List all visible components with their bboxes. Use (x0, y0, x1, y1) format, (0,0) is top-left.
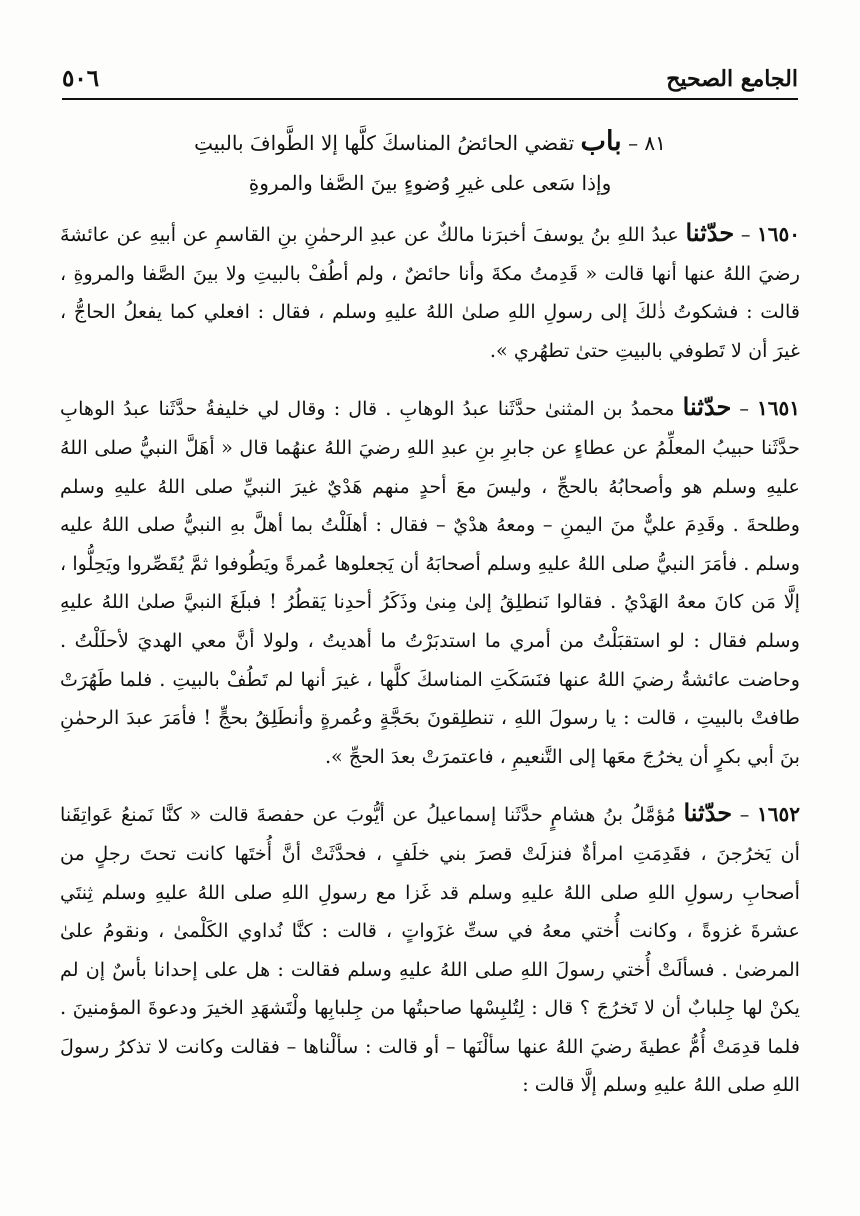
hadith-opening: حدّثنا (685, 218, 735, 247)
hadith-1651 (60, 388, 800, 776)
hadith-dash: – (739, 803, 750, 827)
hadith-1652 (60, 794, 800, 1105)
hadith-number: ١٦٥١ (757, 396, 801, 421)
running-head (62, 52, 798, 100)
hadith-opening: حدّثنا (682, 392, 732, 422)
hadith-text: عبدُ اللهِ بنُ يوسفَ أخبرَنا مالكٌ عن عبدِ الرحمٰنِ بنِ القاسمِ عن أبيهِ عن عائشةَ رضيَ اللهُ عنها أنها قالت « قَدِمتُ مكةَ وأنا حائضٌ ، ولم أطُفْ بالبيتِ ولا بينَ الصَّفا والمروةِ ، قالت : فشكوتُ ذٰلكَ إلى رسولِ اللهِ صلىٰ اللهُ عليهِ وسلم ، فقال : افعلي كما يفعلُ الحاجُّ ، غيرَ أن لا تَطوفي بالبيتِ حتىٰ تطهُري ». (60, 223, 800, 362)
chapter-title-line-1 (90, 122, 770, 163)
hadith-number: ١٦٥٠ (757, 222, 800, 246)
chapter-title: تقضي الحائضُ المناسكَ كلَّها إلا الطَّوافَ بالبيتِ (194, 131, 575, 155)
page-number: ٥٠٦ (62, 65, 100, 92)
hadith-dash: – (739, 397, 749, 421)
hadith-text: محمدُ بن المثنىٰ حدَّثَنا عبدُ الوهابِ . قال : وقال لي خليفةُ حدَّثَنا عبدُ الوهابِ حدَّثَنا حبيبُ المعلِّمُ عن عطاءٍ عن جابرِ بنِ عبدِ اللهِ رضيَ اللهُ عنهُما قال « أهَلَّ النبيُّ صلى اللهُ عليهِ وسلم هو وأصحابُهُ بالحجِّ ، وليسَ معَ أحدٍ منهم هَدْيٌ غيرَ النبيِّ صلى اللهُ عليهِ وسلم وطلحةَ . وقَدِمَ عليٌّ منَ اليمنِ – ومعهُ هدْيٌ – فقال : أهلَلْتُ بما أهلَّ بهِ النبيُّ صلى اللهُ عليه وسلم . فأمَرَ النبيُّ صلى اللهُ عليهِ وسلم أصحابَهُ أن يَجعلوها عُمرةً ويَطُوفوا ثمَّ يُقَصِّروا ويَحِلُّوا ، إلَّا مَن كانَ معهُ الهَدْيُ . فقالوا نَنطلِقُ إلىٰ مِنىٰ وذَكَرُ أحدِنا يَقطُرُ ! فبلَغَ النبيَّ صلىٰ اللهُ عليهِ وسلم فقال : لو استقبَلْتُ من أمري ما استدبَرْتُ ما أهديتُ ، ولولا أنَّ معي الهديَ لأحلَلْتُ . وحاضت عائشةُ رضيَ اللهُ عنها فنَسَكَتِ المناسكَ كلَّها ، غيرَ أنها لم تَطُفْ بالبيتِ . فلما طَهُرَتْ طافتْ بالبيتِ ، قالت : يا رسولَ اللهِ ، تنطلِقونَ بحَجَّةٍ وعُمرةٍ وأنطَلِقُ بحجٍّ ! فأمَرَ عبدَ الرحمٰنِ بنَ أبي بكرٍ أن يخرُجَ معَها إلى التَّنعيمِ ، فاعتمرَتْ بعدَ الحجِّ ». (60, 397, 800, 768)
hadith-1650 (60, 214, 800, 370)
hadith-dash: – (740, 223, 751, 246)
chapter-heading (90, 122, 770, 203)
bab-label: باب (580, 126, 622, 157)
chapter-title-line-2: وإذا سَعى على غيرِ وُضوءٍ بينَ الصَّفا والمروةِ (248, 171, 612, 195)
hadith-opening: حدّثنا (683, 798, 733, 828)
hadith-text: مُؤمَّلُ بنُ هشامٍ حدَّثَنا إسماعيلُ عن أيُّوبَ عن حفصةَ قالت « كنَّا نَمنعُ عَواتِقَنا أن يَخرُجنَ ، فقَدِمَتِ امرأةٌ فنزلَتْ قصرَ بني خلَفٍ ، فحدَّثَتْ أنَّ أُختَها كانت تحتَ رجلٍ من أصحابِ رسولِ اللهِ صلى اللهُ عليهِ وسلم قد غَزا مع رسولِ اللهِ صلى اللهُ عليهِ وسلم ثِنتَي عشرةَ غزوةً ، وكانت أُختي معهُ في ستِّ غزَواتٍ ، قالت : كنَّا نُداوي الكَلْمىٰ ، ونقومُ علىٰ المرضىٰ . فسألَتْ أُختي رسولَ اللهِ صلى اللهُ عليهِ وسلم فقالت : هل على إحدانا بأسٌ إن لم يكنْ لها جِلبابٌ أن لا تَخرُجَ ؟ قال : لِتُلبِسْها صاحبتُها من جِلبابِها ولْتَشهَدِ الخيرَ ودعوةَ المؤمنينَ . فلما قدِمَتْ أُمُّ عطيةَ رضيَ اللهُ عنها سألْنَها – أو قالت : سألْناها – فقالت وكانت لا تذكرُ رسولَ اللهِ صلى اللهُ عليهِ وسلم إلَّا قالت : (60, 803, 800, 1097)
page-body (60, 214, 800, 1123)
chapter-number: ٨١ – (628, 131, 666, 155)
hadith-number: ١٦٥٢ (757, 802, 801, 827)
book-title: الجامع الصحيح (666, 66, 798, 92)
